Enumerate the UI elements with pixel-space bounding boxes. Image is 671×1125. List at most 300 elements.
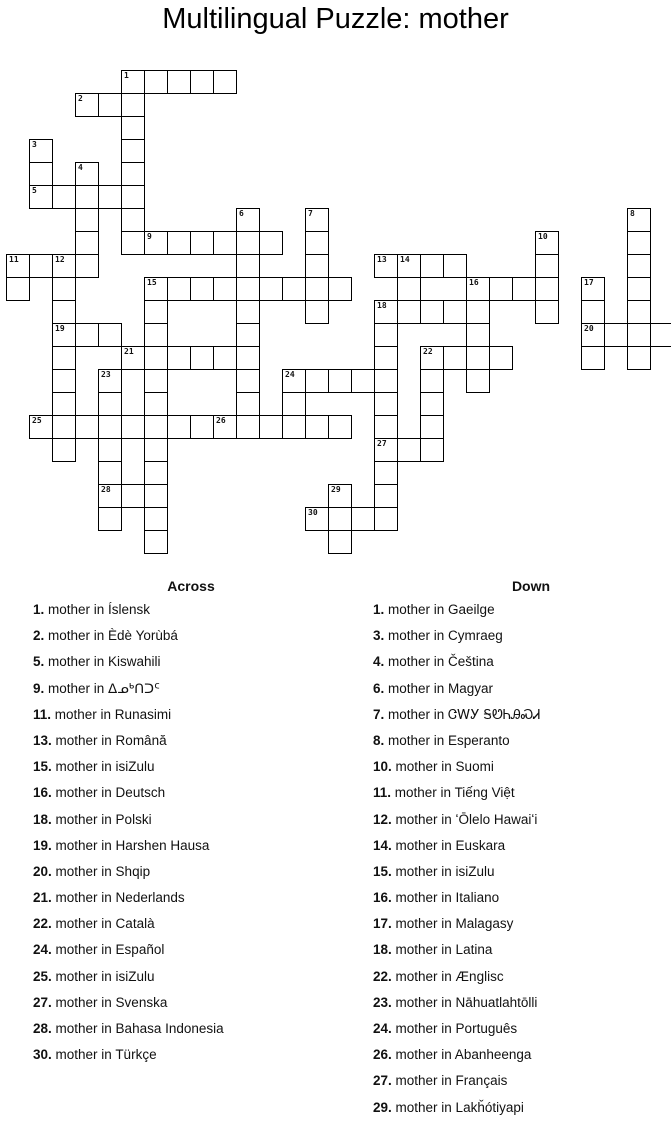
down-clue[interactable]	[373, 811, 668, 837]
grid-cell[interactable]	[52, 346, 76, 370]
grid-cell[interactable]	[236, 369, 260, 393]
grid-cell[interactable]	[6, 277, 30, 301]
grid-cell[interactable]	[466, 323, 490, 347]
grid-cell[interactable]	[98, 461, 122, 485]
down-clue[interactable]	[373, 863, 668, 889]
clue-number: 9.	[33, 680, 45, 696]
across-clue[interactable]	[33, 915, 353, 941]
clue-number: 24	[285, 370, 295, 379]
grid-cell[interactable]	[52, 392, 76, 416]
clue-text: mother in Magyar	[384, 680, 494, 696]
grid-cell[interactable]	[650, 323, 671, 347]
clue-text: mother in Kiswahili	[44, 654, 161, 670]
clue-number: 16	[469, 278, 479, 287]
clue-text: mother in Shqip	[51, 863, 151, 879]
clue-text: mother in Bahasa Indonesia	[51, 1021, 224, 1036]
grid-cell[interactable]	[581, 346, 605, 370]
grid-cell[interactable]	[121, 231, 145, 255]
grid-cell[interactable]	[75, 254, 99, 278]
grid-cell[interactable]	[236, 392, 260, 416]
grid-cell[interactable]	[121, 162, 145, 186]
clue-number: 21	[124, 347, 134, 356]
clue-number: 21.	[33, 890, 52, 906]
grid-cell[interactable]	[236, 300, 260, 324]
clue-number: 24.	[373, 1021, 392, 1036]
grid-cell[interactable]	[121, 70, 145, 94]
clue-number: 23	[101, 370, 111, 379]
across-clue[interactable]	[33, 758, 353, 784]
grid-cell[interactable]	[213, 415, 237, 439]
clue-number: 13	[377, 255, 387, 264]
clue-number: 6.	[373, 680, 385, 696]
grid-cell[interactable]	[259, 231, 283, 255]
clue-text: mother in Lakȟótiyapi	[391, 1099, 524, 1115]
clue-number: 19.	[33, 837, 52, 853]
clue-number: 6	[239, 209, 244, 218]
grid-cell[interactable]	[305, 415, 329, 439]
grid-cell[interactable]	[75, 162, 99, 186]
grid-cell[interactable]	[420, 415, 444, 439]
grid-cell[interactable]	[98, 415, 122, 439]
grid-cell[interactable]	[121, 139, 145, 163]
clue-text: mother in Latina	[391, 942, 493, 958]
grid-cell[interactable]	[443, 254, 467, 278]
clue-number: 28	[101, 485, 111, 494]
grid-cell[interactable]	[121, 185, 145, 209]
clue-text: mother in ᐃᓄᒃᑎᑐᑦ	[44, 680, 160, 696]
grid-cell[interactable]	[190, 231, 214, 255]
clue-number: 15.	[373, 863, 392, 879]
grid-cell[interactable]	[397, 277, 421, 301]
grid-cell[interactable]	[144, 530, 168, 554]
grid-cell[interactable]	[75, 185, 99, 209]
grid-cell[interactable]	[420, 369, 444, 393]
grid-cell[interactable]	[144, 507, 168, 531]
grid-cell[interactable]	[443, 346, 467, 370]
grid-cell[interactable]	[374, 323, 398, 347]
clue-number: 27.	[373, 1073, 392, 1089]
grid-cell[interactable]	[6, 254, 30, 278]
grid-cell[interactable]	[581, 277, 605, 301]
clue-number: 16.	[373, 890, 392, 906]
grid-cell[interactable]	[144, 277, 168, 301]
clue-text: mother in Svenska	[51, 994, 168, 1010]
grid-cell[interactable]	[328, 415, 352, 439]
clue-number: 2.	[33, 628, 45, 644]
grid-cell[interactable]	[397, 438, 421, 462]
grid-cell[interactable]	[535, 300, 559, 324]
grid-cell[interactable]	[98, 93, 122, 117]
down-clue[interactable]	[373, 627, 668, 653]
clue-number: 30.	[33, 1047, 52, 1063]
clue-number: 22.	[33, 916, 52, 932]
grid-cell[interactable]	[374, 369, 398, 393]
clue-number: 18	[377, 301, 387, 310]
clue-text: mother in Euskara	[391, 837, 506, 853]
grid-cell[interactable]	[489, 346, 513, 370]
across-clue[interactable]	[33, 889, 353, 915]
across-clue[interactable]	[33, 732, 353, 758]
grid-cell[interactable]	[190, 346, 214, 370]
clue-number: 17	[584, 278, 594, 287]
grid-cell[interactable]	[466, 346, 490, 370]
grid-cell[interactable]	[144, 484, 168, 508]
down-clue-list	[373, 601, 668, 1125]
grid-cell[interactable]	[213, 231, 237, 255]
grid-cell[interactable]	[52, 438, 76, 462]
grid-cell[interactable]	[52, 254, 76, 278]
grid-cell[interactable]	[374, 438, 398, 462]
down-clue[interactable]	[373, 732, 668, 758]
crossword-grid[interactable]	[0, 0, 671, 560]
clue-number: 4	[78, 163, 83, 172]
across-clue[interactable]	[33, 680, 353, 706]
clue-number: 16.	[33, 785, 52, 801]
grid-cell[interactable]	[144, 346, 168, 370]
grid-cell[interactable]	[305, 369, 329, 393]
grid-cell[interactable]	[144, 438, 168, 462]
clue-number: 18.	[33, 811, 52, 827]
grid-cell[interactable]	[144, 392, 168, 416]
clue-number: 22.	[373, 968, 392, 984]
clue-number: 9	[147, 232, 152, 241]
clue-text: mother in Nederlands	[51, 890, 185, 906]
clue-number: 10	[538, 232, 548, 241]
clue-text: mother in Tiếng Việt	[391, 785, 515, 801]
grid-cell[interactable]	[328, 369, 352, 393]
clue-text: mother in Português	[391, 1021, 518, 1036]
grid-cell[interactable]	[351, 369, 375, 393]
grid-cell[interactable]	[75, 323, 99, 347]
grid-cell[interactable]	[98, 323, 122, 347]
down-clue[interactable]	[373, 758, 668, 784]
grid-cell[interactable]	[75, 93, 99, 117]
down-clue[interactable]	[373, 1046, 668, 1072]
grid-cell[interactable]	[29, 254, 53, 278]
clue-text: mother in isiZulu	[51, 968, 155, 984]
grid-cell[interactable]	[535, 231, 559, 255]
grid-cell[interactable]	[282, 415, 306, 439]
grid-cell[interactable]	[144, 70, 168, 94]
grid-cell[interactable]	[167, 415, 191, 439]
clue-number: 23.	[373, 994, 392, 1010]
grid-cell[interactable]	[236, 254, 260, 278]
grid-cell[interactable]	[144, 231, 168, 255]
grid-cell[interactable]	[535, 277, 559, 301]
across-clue-list	[33, 601, 353, 1072]
grid-cell[interactable]	[52, 369, 76, 393]
across-clue[interactable]	[33, 784, 353, 810]
down-heading: Down	[511, 578, 551, 594]
across-clue[interactable]	[33, 627, 353, 653]
grid-cell[interactable]	[98, 438, 122, 462]
grid-cell[interactable]	[282, 277, 306, 301]
grid-cell[interactable]	[144, 323, 168, 347]
down-clue[interactable]	[373, 889, 668, 915]
grid-cell[interactable]	[167, 346, 191, 370]
grid-cell[interactable]	[98, 507, 122, 531]
grid-cell[interactable]	[581, 300, 605, 324]
grid-cell[interactable]	[374, 300, 398, 324]
grid-cell[interactable]	[305, 231, 329, 255]
across-clue[interactable]	[33, 968, 353, 994]
clue-number: 2	[78, 94, 83, 103]
across-clue[interactable]	[33, 941, 353, 967]
grid-cell[interactable]	[581, 323, 605, 347]
grid-cell[interactable]	[98, 392, 122, 416]
down-clue[interactable]	[373, 1020, 668, 1046]
clue-number: 15.	[33, 759, 52, 775]
grid-cell[interactable]	[374, 507, 398, 531]
clue-number: 8.	[373, 732, 385, 748]
grid-cell[interactable]	[328, 484, 352, 508]
clue-text: mother in Íslensk	[44, 602, 151, 617]
grid-cell[interactable]	[121, 93, 145, 117]
across-clue[interactable]	[33, 1046, 353, 1072]
grid-cell[interactable]	[374, 415, 398, 439]
clue-number: 26	[216, 416, 226, 425]
grid-cell[interactable]	[236, 346, 260, 370]
grid-cell[interactable]	[213, 277, 237, 301]
grid-cell[interactable]	[627, 231, 651, 255]
clue-number: 4.	[373, 654, 385, 670]
clue-number: 1.	[373, 602, 385, 617]
grid-cell[interactable]	[75, 208, 99, 232]
clue-text: mother in Gaeilge	[384, 602, 495, 617]
across-clue[interactable]	[33, 994, 353, 1020]
clue-number: 27.	[33, 994, 52, 1010]
clue-number: 10.	[373, 759, 392, 775]
clue-text: mother in ᏣᎳᎩ ᎦᏬᏂᎯᏍᏗ	[384, 706, 541, 722]
grid-cell[interactable]	[98, 369, 122, 393]
clue-text: mother in Italiano	[391, 890, 500, 906]
clue-number: 11.	[373, 785, 392, 801]
grid-cell[interactable]	[627, 208, 651, 232]
clue-text: mother in Ænglisc	[391, 968, 504, 984]
grid-cell[interactable]	[121, 415, 145, 439]
grid-cell[interactable]	[121, 484, 145, 508]
grid-cell[interactable]	[443, 300, 467, 324]
clue-number: 25	[32, 416, 42, 425]
clue-number: 28.	[33, 1021, 52, 1036]
grid-cell[interactable]	[167, 277, 191, 301]
across-clue[interactable]	[33, 601, 353, 627]
clue-number: 19	[55, 324, 65, 333]
grid-cell[interactable]	[627, 346, 651, 370]
down-clue[interactable]	[373, 837, 668, 863]
clue-text: mother in Èdè Yorùbá	[44, 628, 178, 644]
grid-cell[interactable]	[466, 300, 490, 324]
down-clue[interactable]	[373, 915, 668, 941]
grid-cell[interactable]	[328, 277, 352, 301]
clue-number: 3.	[373, 628, 385, 644]
clue-text: mother in Malagasy	[391, 916, 514, 932]
grid-cell[interactable]	[190, 277, 214, 301]
grid-cell[interactable]	[374, 461, 398, 485]
clue-number: 17.	[373, 916, 392, 932]
clue-number: 5	[32, 186, 37, 195]
grid-cell[interactable]	[236, 277, 260, 301]
clue-number: 18.	[373, 942, 392, 958]
clue-text: mother in isiZulu	[391, 863, 495, 879]
grid-cell[interactable]	[466, 277, 490, 301]
grid-cell[interactable]	[121, 116, 145, 140]
clue-text: mother in Polski	[51, 811, 152, 827]
down-clue[interactable]	[373, 1099, 668, 1125]
grid-cell[interactable]	[29, 139, 53, 163]
grid-cell[interactable]	[420, 254, 444, 278]
grid-cell[interactable]	[305, 208, 329, 232]
grid-cell[interactable]	[190, 70, 214, 94]
clue-text: mother in Français	[391, 1073, 508, 1089]
clue-text: mother in Español	[51, 942, 165, 958]
clue-text: mother in isiZulu	[51, 759, 155, 775]
clue-number: 22	[423, 347, 433, 356]
grid-cell[interactable]	[627, 323, 651, 347]
grid-cell[interactable]	[259, 277, 283, 301]
grid-cell[interactable]	[305, 254, 329, 278]
down-clue[interactable]	[373, 680, 668, 706]
grid-cell[interactable]	[259, 415, 283, 439]
grid-cell[interactable]	[305, 507, 329, 531]
across-clue[interactable]	[33, 863, 353, 889]
grid-cell[interactable]	[236, 208, 260, 232]
grid-cell[interactable]	[29, 415, 53, 439]
clue-number: 26.	[373, 1047, 392, 1063]
grid-cell[interactable]	[627, 277, 651, 301]
clue-number: 5.	[33, 654, 45, 670]
grid-cell[interactable]	[236, 323, 260, 347]
grid-cell[interactable]	[351, 507, 375, 531]
clue-number: 13.	[33, 732, 52, 748]
clue-number: 1.	[33, 602, 45, 617]
clue-number: 3	[32, 140, 37, 149]
clue-number: 11	[9, 255, 19, 264]
clue-number: 20	[584, 324, 594, 333]
grid-cell[interactable]	[98, 185, 122, 209]
grid-cell[interactable]	[535, 254, 559, 278]
grid-cell[interactable]	[52, 415, 76, 439]
grid-cell[interactable]	[52, 323, 76, 347]
across-clue[interactable]	[33, 653, 353, 679]
grid-cell[interactable]	[236, 415, 260, 439]
clue-text: mother in Türkçe	[51, 1047, 157, 1063]
grid-cell[interactable]	[397, 300, 421, 324]
grid-cell[interactable]	[305, 300, 329, 324]
down-clue[interactable]	[373, 941, 668, 967]
down-clue[interactable]	[373, 653, 668, 679]
grid-cell[interactable]	[121, 208, 145, 232]
clue-number: 12.	[373, 811, 392, 827]
clue-number: 8	[630, 209, 635, 218]
grid-cell[interactable]	[466, 369, 490, 393]
across-clue[interactable]	[33, 706, 353, 732]
grid-cell[interactable]	[627, 300, 651, 324]
clue-text: mother in Cymraeg	[384, 628, 503, 644]
clue-text: mother in Deutsch	[51, 785, 166, 801]
down-clue[interactable]	[373, 968, 668, 994]
grid-cell[interactable]	[604, 323, 628, 347]
clue-number: 14.	[373, 837, 392, 853]
down-clue[interactable]	[373, 994, 668, 1020]
grid-cell[interactable]	[167, 70, 191, 94]
grid-cell[interactable]	[374, 346, 398, 370]
grid-cell[interactable]	[512, 277, 536, 301]
clue-number: 27	[377, 439, 387, 448]
grid-cell[interactable]	[374, 392, 398, 416]
grid-cell[interactable]	[328, 530, 352, 554]
across-clue[interactable]	[33, 811, 353, 837]
grid-cell[interactable]	[29, 162, 53, 186]
clue-number: 29	[331, 485, 341, 494]
down-clue[interactable]	[373, 784, 668, 810]
clue-number: 1	[124, 71, 129, 80]
grid-cell[interactable]	[75, 231, 99, 255]
down-clue[interactable]	[373, 1072, 668, 1098]
grid-cell[interactable]	[282, 369, 306, 393]
clue-text: mother in Čeština	[384, 654, 494, 670]
grid-cell[interactable]	[420, 438, 444, 462]
clue-number: 24.	[33, 942, 52, 958]
grid-cell[interactable]	[397, 254, 421, 278]
grid-cell[interactable]	[144, 300, 168, 324]
clue-text: mother in Esperanto	[384, 732, 510, 748]
grid-cell[interactable]	[52, 300, 76, 324]
grid-cell[interactable]	[213, 70, 237, 94]
clue-number: 30	[308, 508, 318, 517]
clue-text: mother in Suomi	[391, 759, 494, 775]
grid-cell[interactable]	[627, 254, 651, 278]
grid-cell[interactable]	[305, 277, 329, 301]
grid-cell[interactable]	[98, 484, 122, 508]
grid-cell[interactable]	[420, 300, 444, 324]
grid-cell[interactable]	[328, 507, 352, 531]
grid-cell[interactable]	[190, 415, 214, 439]
down-clue[interactable]	[373, 706, 668, 732]
clue-number: 14	[400, 255, 410, 264]
grid-cell[interactable]	[29, 185, 53, 209]
grid-cell[interactable]	[420, 392, 444, 416]
across-clue[interactable]	[33, 1020, 353, 1046]
grid-cell[interactable]	[144, 415, 168, 439]
grid-cell[interactable]	[167, 231, 191, 255]
grid-cell[interactable]	[236, 231, 260, 255]
grid-cell[interactable]	[52, 185, 76, 209]
grid-cell[interactable]	[374, 254, 398, 278]
clue-number: 7.	[373, 706, 385, 722]
grid-cell[interactable]	[489, 277, 513, 301]
down-clue[interactable]	[373, 601, 668, 627]
grid-cell[interactable]	[144, 369, 168, 393]
grid-cell[interactable]	[213, 346, 237, 370]
grid-cell[interactable]	[420, 346, 444, 370]
clue-text: mother in Harshen Hausa	[51, 837, 210, 853]
clue-text: mother in Nāhuatlahtōlli	[391, 994, 538, 1010]
grid-cell[interactable]	[52, 277, 76, 301]
grid-cell[interactable]	[282, 392, 306, 416]
clue-text: mother in Català	[51, 916, 155, 932]
puzzle-title: Multilingual Puzzle: mother	[162, 3, 509, 35]
clue-text: mother in Runasimi	[51, 706, 172, 722]
clue-number: 15	[147, 278, 157, 287]
grid-cell[interactable]	[121, 346, 145, 370]
clue-number: 20.	[33, 863, 52, 879]
across-clue[interactable]	[33, 837, 353, 863]
grid-cell[interactable]	[144, 461, 168, 485]
grid-cell[interactable]	[374, 484, 398, 508]
clue-text: mother in ʻŌlelo Hawaiʻi	[391, 811, 538, 827]
grid-cell[interactable]	[75, 415, 99, 439]
